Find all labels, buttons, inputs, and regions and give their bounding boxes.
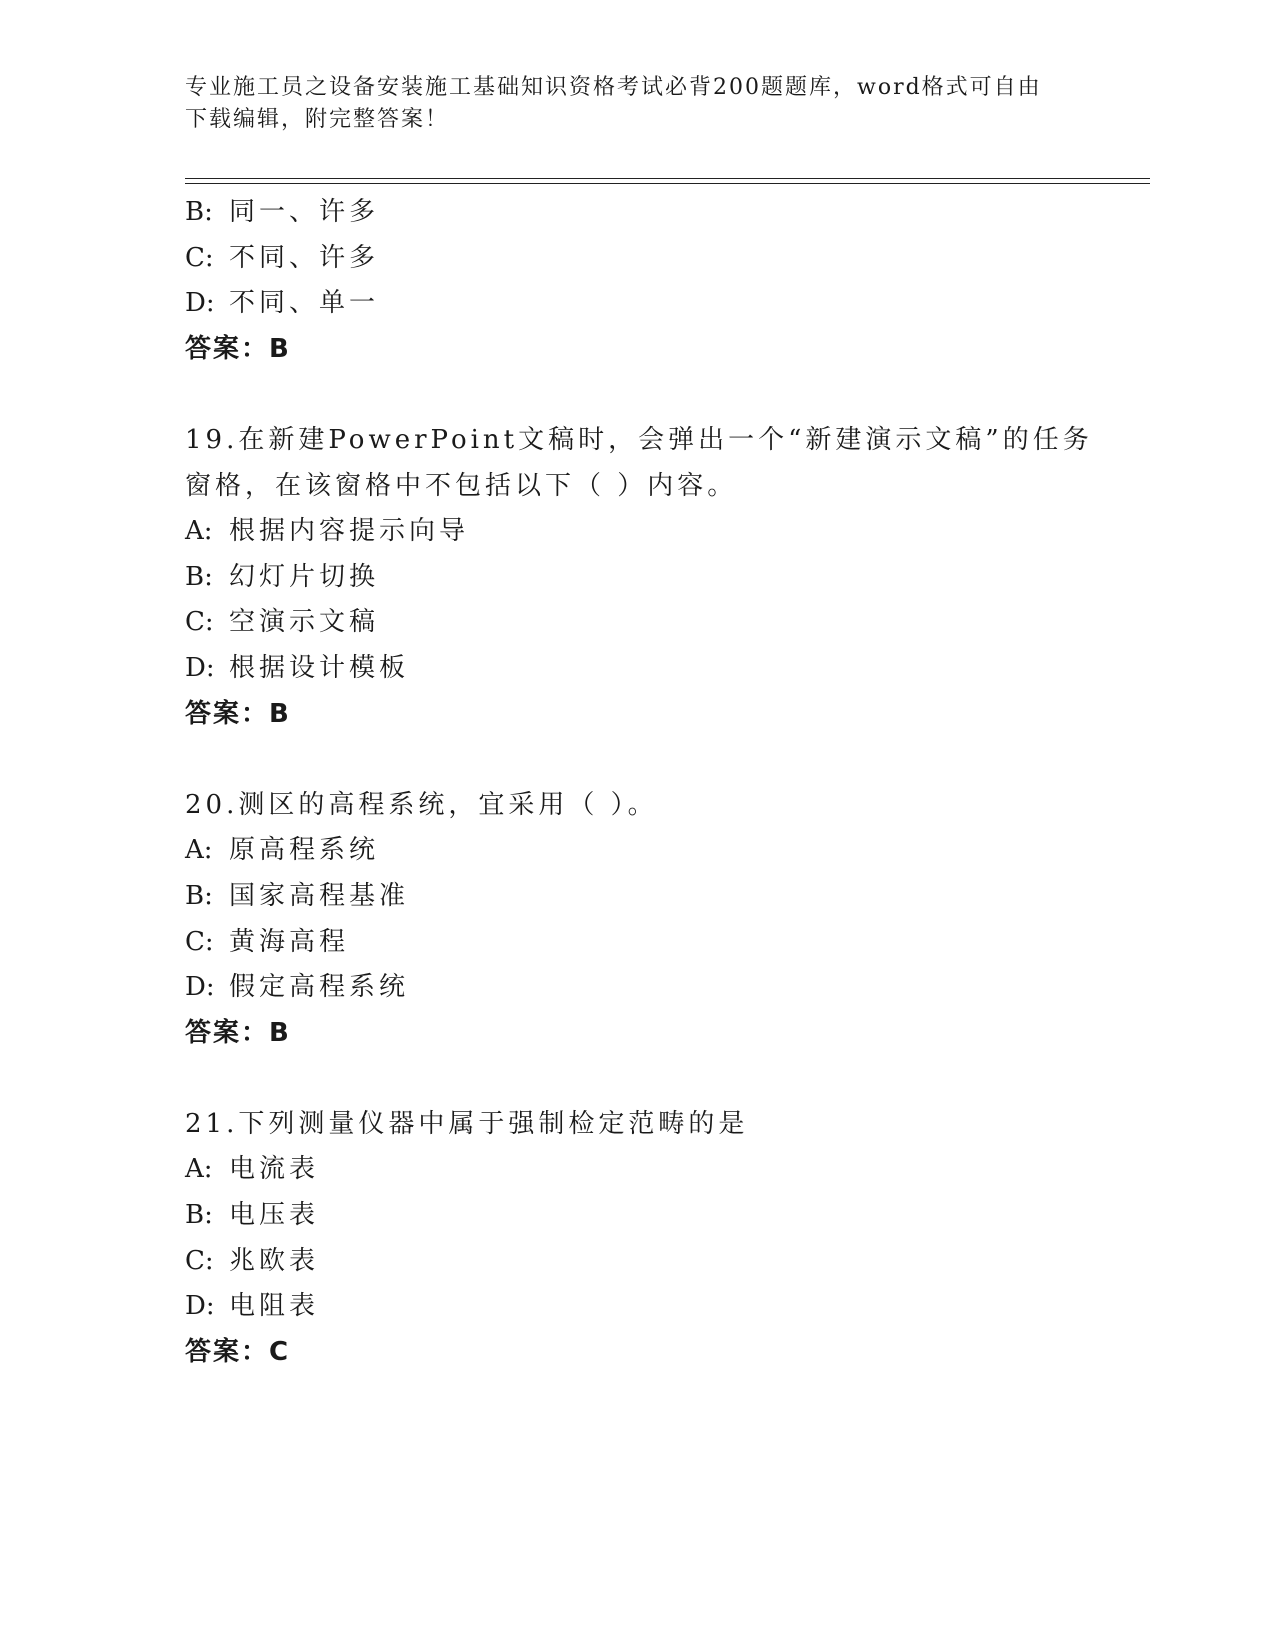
option-b: B: 同一、许多 (185, 197, 380, 227)
question-21 (185, 1102, 1085, 1376)
option-b: B: 国家高程基准 (185, 880, 410, 911)
option-b: B: 电压表 (185, 1200, 320, 1231)
question-list (185, 190, 1093, 1375)
option-d: D: 根据设计模板 (185, 652, 410, 683)
header-divider-bottom (185, 183, 1150, 184)
option-c: C: 兆欧表 (185, 1245, 320, 1276)
option-a: A: 电流表 (185, 1154, 320, 1185)
page-header (185, 72, 1085, 136)
option-c: C: 空演示文稿 (185, 607, 380, 638)
header-divider-top (185, 178, 1150, 179)
option-c: C: 黄海高程 (185, 926, 350, 957)
answer-line: 答案：B (185, 1017, 291, 1048)
spacer (185, 737, 1085, 783)
question-18-continued (185, 190, 1085, 372)
question-20 (185, 783, 1085, 1057)
question-stem: 20.测区的高程系统，宜采用（ ）。 (185, 789, 658, 820)
spacer (185, 372, 1085, 418)
option-d: D: 不同、单一 (185, 288, 380, 319)
option-d: D: 假定高程系统 (185, 972, 410, 1003)
answer-line: 答案：C (185, 1336, 291, 1367)
question-stem: 19.在新建PowerPoint文稿时，会弹出一个“新建演示文稿”的任务 (185, 424, 1093, 455)
question-stem: 21.下列测量仪器中属于强制检定范畴的是 (185, 1108, 749, 1139)
option-a: A: 根据内容提示向导 (185, 516, 470, 547)
option-a: A: 原高程系统 (185, 835, 380, 866)
question-19 (185, 418, 1093, 737)
question-stem-continued: 窗格，在该窗格中不包括以下（ ）内容。 (185, 470, 738, 501)
header-line-1: 专业施工员之设备安装施工基础知识资格考试必背200题题库，word格式可自由 (185, 75, 1042, 100)
header-line-2: 下载编辑，附完整答案！ (185, 107, 450, 132)
answer-line: 答案：B (185, 333, 291, 364)
answer-line: 答案：B (185, 698, 291, 729)
option-b: B: 幻灯片切换 (185, 561, 380, 592)
option-c: C: 不同、许多 (185, 242, 380, 273)
spacer (185, 1056, 1085, 1102)
option-d: D: 电阻表 (185, 1291, 320, 1322)
